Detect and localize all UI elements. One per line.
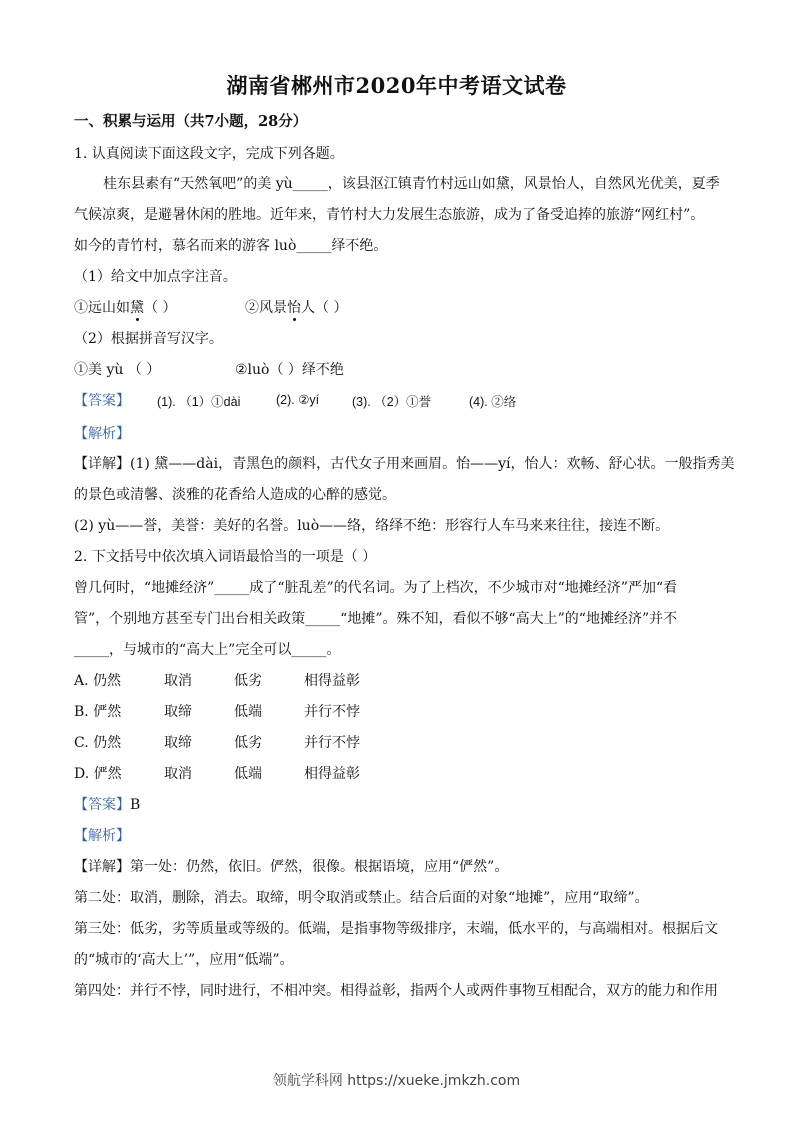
q1-detail-line: 的景色或清馨、淡雅的花香给人造成的心醉的感觉。 [74, 487, 396, 503]
option-word: 低端 [234, 766, 262, 782]
q1-paragraph-line: 桂东县素有“天然氧吧”的美 yù_____，该县沤江镇青竹村远山如黛，风景怡人，自然风光优美，夏季 [103, 176, 720, 192]
option-label: B. 俨然 [74, 704, 122, 720]
q2-stem: 2. 下文括号中依次填入词语最恰当的一项是（ ） [74, 549, 377, 565]
q1-sub2-prompt: （2）根据拼音写汉字。 [74, 331, 223, 347]
q1-answer-item: (2). ②yí [276, 393, 320, 407]
detail-text: (1) 黛——dài，青黑色的颜料，古代女子用来画眉。怡——yí，怡人：欢畅、舒心状。一般指秀美 [130, 456, 735, 472]
q1-answer-item: (4). ②络 [469, 395, 517, 409]
page-title: 湖南省郴州市2020年中考语文试卷 [226, 73, 567, 98]
section-heading: 一、积累与运用（共7小题，28分） [74, 113, 308, 130]
option-label: A. 仍然 [74, 673, 122, 689]
option-word: 取消 [164, 673, 192, 689]
q2-detail-line [74, 856, 508, 876]
answer-blank: （ ） [144, 300, 177, 316]
option-word: 低劣 [234, 673, 262, 689]
q2-text-line: 管”，个别地方甚至专门出台相关政策_____“地摊”。殊不知，看似不够“高大上”的“地摊经济”并不 [74, 611, 678, 627]
item-text: ②风景 [245, 300, 287, 316]
q2-detail-line: 第二处：取消，删除，消去。取缔，明令取消或禁止。结合后面的对象“地摊”，应用“取缔”。 [74, 890, 649, 906]
q1-sub2-item-b: ②luò（ ）绎不绝 [235, 362, 344, 378]
detail-tag: 【详解】 [74, 456, 130, 472]
option-word: 取缔 [164, 735, 192, 751]
q1-stem: 1. 认真阅读下面这段文字，完成下列各题。 [74, 146, 344, 162]
q1-detail-line [74, 453, 734, 473]
q1-analysis-tag: 【解析】 [74, 426, 130, 442]
dotted-char: 怡 [287, 300, 301, 316]
q2-analysis-tag: 【解析】 [74, 828, 130, 844]
option-word: 相得益彰 [304, 766, 360, 782]
q1-answer-item: (3). （2）①誉 [352, 395, 432, 409]
item-text: 人（ ） [301, 300, 348, 316]
option-word: 取缔 [164, 704, 192, 720]
answer-tag: 【答案】 [74, 797, 130, 813]
detail-text: 第一处：仍然，依旧。俨然，很像。根据语境，应用“俨然”。 [130, 859, 509, 875]
page-footer-watermark: 领航学科网 https://xueke.jmkzh.com [272, 1073, 521, 1089]
option-word: 并行不悖 [304, 704, 360, 720]
option-word: 取消 [164, 766, 192, 782]
q1-answer-item: (1). （1）①dài [157, 395, 241, 409]
q2-detail-line: 第四处：并行不悖，同时进行，不相冲突。相得益彰，指两个人或两件事物互相配合，双方的能力和作用 [74, 983, 718, 999]
option-word: 相得益彰 [304, 673, 360, 689]
answer-value: B [130, 797, 141, 813]
dotted-char: 黛 [130, 300, 144, 316]
option-word: 并行不悖 [304, 735, 360, 751]
q1-sub2-item-a: ①美 yù （ ） [74, 362, 161, 378]
q1-sub1-prompt: （1）给文中加点字注音。 [74, 269, 237, 285]
q2-detail-line: 第三处：低劣，劣等质量或等级的。低端，是指事物等级排序，末端，低水平的，与高端相对。根据后文 [74, 921, 718, 937]
q2-answer-line [74, 794, 140, 814]
q2-text-line: 曾几何时，“地摊经济”_____成了“脏乱差”的代名词。为了上档次，不少城市对“地摊经济”严加“看 [74, 580, 678, 596]
q1-sub1-item-b [245, 297, 347, 317]
q1-paragraph-line: 气候凉爽，是避暑休闲的胜地。近年来，青竹村大力发展生态旅游，成为了备受追捧的旅游“网红村”。 [74, 207, 705, 223]
q1-answer-tag: 【答案】 [74, 393, 130, 409]
q1-paragraph-line: 如今的青竹村，慕名而来的游客 luò_____绎不绝。 [74, 238, 388, 254]
q1-sub1-item-a [74, 297, 176, 317]
q1-detail-line: (2) yù——誉，美誉：美好的名誉。luò——络，络绎不绝：形容行人车马来来往往，接连不断。 [74, 518, 670, 534]
q2-text-line: _____，与城市的“高大上”完全可以_____。 [74, 642, 341, 658]
option-word: 低端 [234, 704, 262, 720]
detail-tag: 【详解】 [74, 859, 130, 875]
q2-detail-line: 的“城市的‘高大上’”，应用“低端”。 [74, 952, 294, 968]
option-label: D. 俨然 [74, 766, 122, 782]
item-text: ①远山如 [74, 300, 130, 316]
option-label: C. 仍然 [74, 735, 122, 751]
option-word: 低劣 [234, 735, 262, 751]
